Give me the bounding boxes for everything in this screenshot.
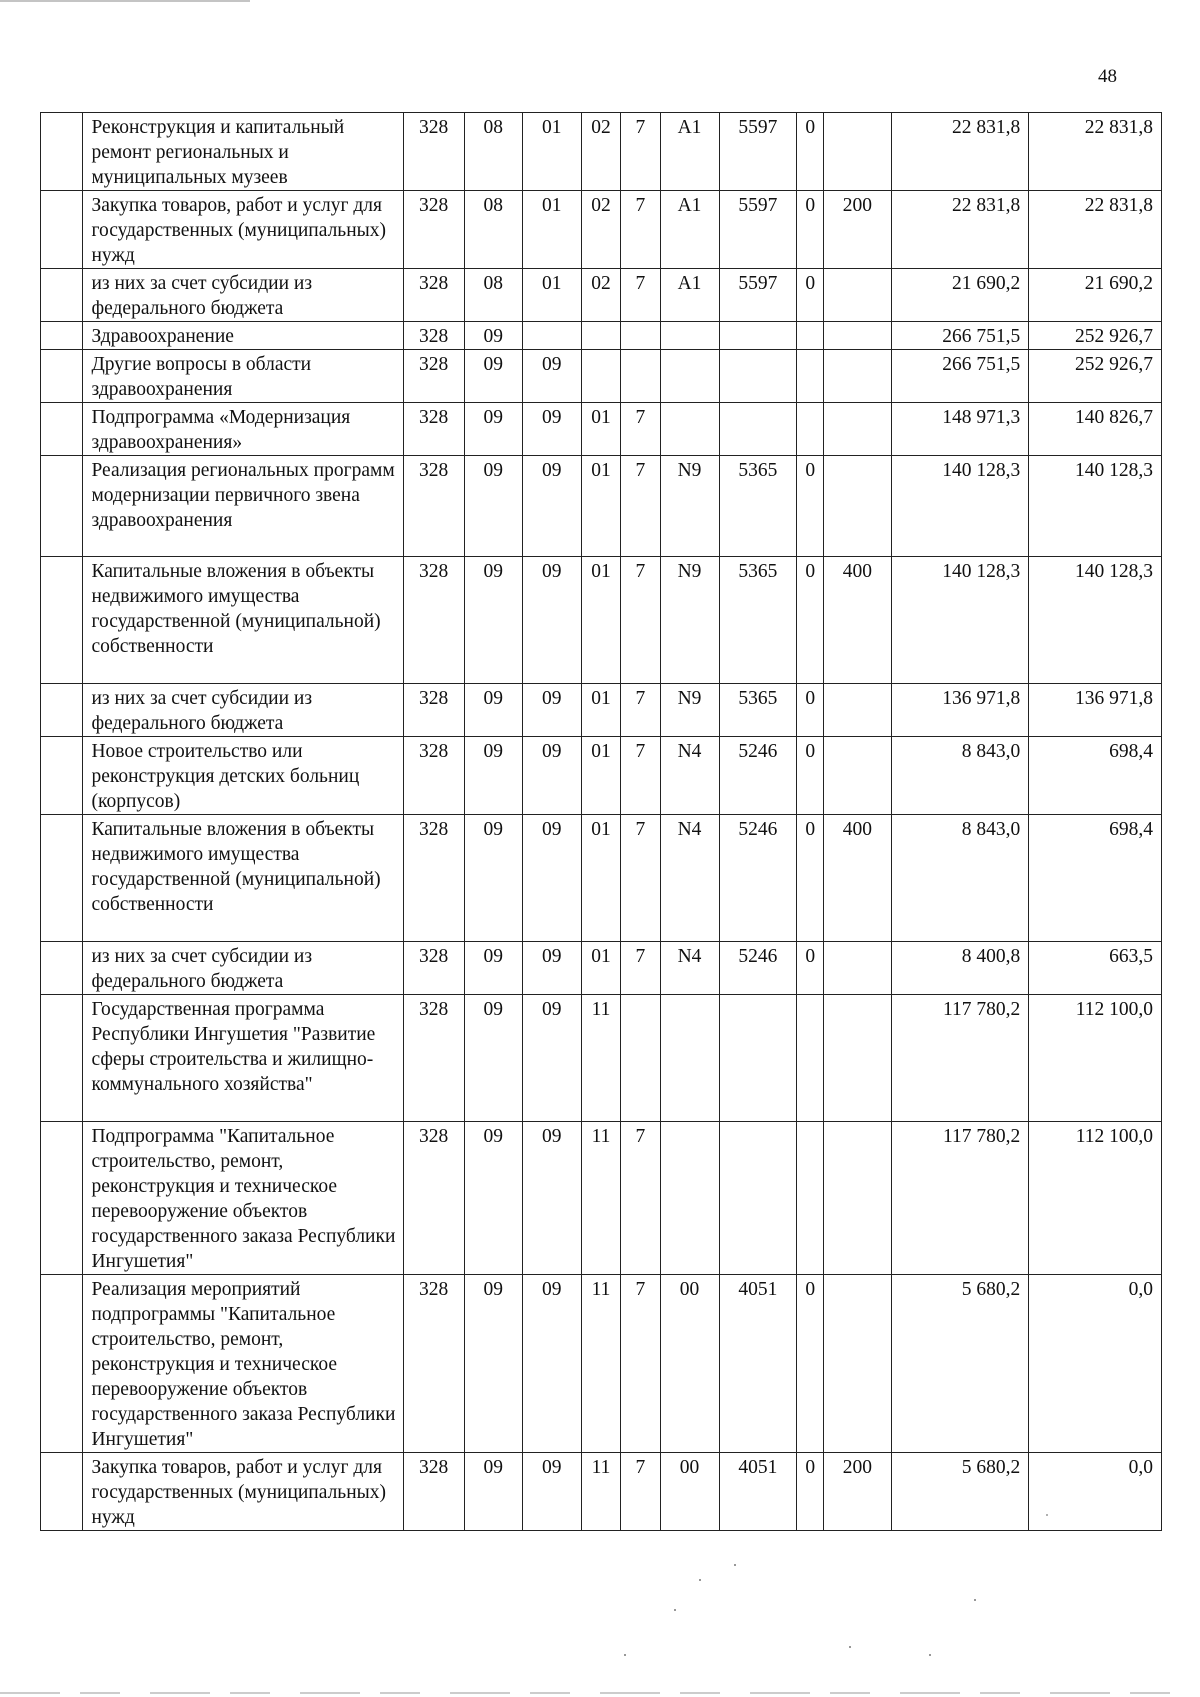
code-subsection: 01 xyxy=(522,269,581,322)
code-subsection: 09 xyxy=(522,456,581,557)
row-name: из них за счет субсидии из федерального бюджета xyxy=(83,684,403,737)
code-ministry: 328 xyxy=(403,1122,464,1275)
amount-1: 21 690,2 xyxy=(891,269,1029,322)
row-number-cell xyxy=(41,403,83,456)
code-subprogram: 7 xyxy=(621,942,660,995)
code-ministry: 328 xyxy=(403,684,464,737)
amount-2: 140 826,7 xyxy=(1029,403,1162,456)
code-subdirection xyxy=(797,350,824,403)
code-direction xyxy=(719,995,797,1122)
row-number-cell xyxy=(41,557,83,684)
code-ministry: 328 xyxy=(403,942,464,995)
code-subprogram: 7 xyxy=(621,456,660,557)
code-project xyxy=(660,403,719,456)
code-ministry: 328 xyxy=(403,1453,464,1531)
row-number-cell xyxy=(41,191,83,269)
code-section: 09 xyxy=(464,456,522,557)
code-subdirection xyxy=(797,995,824,1122)
code-subdirection: 0 xyxy=(797,557,824,684)
amount-1: 22 831,8 xyxy=(891,191,1029,269)
code-subprogram: 7 xyxy=(621,684,660,737)
amount-1: 5 680,2 xyxy=(891,1453,1029,1531)
code-ministry: 328 xyxy=(403,322,464,350)
code-direction xyxy=(719,350,797,403)
code-program: 01 xyxy=(581,456,620,557)
code-expense-type xyxy=(824,995,891,1122)
table-row xyxy=(41,322,1162,350)
code-section: 09 xyxy=(464,995,522,1122)
code-direction xyxy=(719,322,797,350)
code-subsection: 09 xyxy=(522,557,581,684)
amount-2: 140 128,3 xyxy=(1029,557,1162,684)
row-name: Реконструкция и капитальный ремонт региональных и муниципальных музеев xyxy=(83,113,403,191)
code-subprogram: 7 xyxy=(621,113,660,191)
table-row xyxy=(41,557,1162,684)
code-section: 09 xyxy=(464,1453,522,1531)
row-name: Государственная программа Республики Ингушетия "Развитие сферы строительства и жилищно-коммунального хозяйства" xyxy=(83,995,403,1122)
code-ministry: 328 xyxy=(403,350,464,403)
row-name: Капитальные вложения в объекты недвижимого имущества государственной (муниципальной) собственности xyxy=(83,557,403,684)
code-ministry: 328 xyxy=(403,113,464,191)
code-project: N9 xyxy=(660,456,719,557)
amount-1: 266 751,5 xyxy=(891,322,1029,350)
code-expense-type xyxy=(824,113,891,191)
table-row xyxy=(41,403,1162,456)
code-expense-type: 400 xyxy=(824,557,891,684)
code-section: 08 xyxy=(464,269,522,322)
amount-1: 266 751,5 xyxy=(891,350,1029,403)
amount-2: 0,0 xyxy=(1029,1453,1162,1531)
code-subsection: 09 xyxy=(522,350,581,403)
amount-1: 5 680,2 xyxy=(891,1275,1029,1453)
amount-2: 0,0 xyxy=(1029,1275,1162,1453)
amount-2: 663,5 xyxy=(1029,942,1162,995)
amount-2: 112 100,0 xyxy=(1029,1122,1162,1275)
code-subsection: 09 xyxy=(522,737,581,815)
code-subsection: 01 xyxy=(522,191,581,269)
code-ministry: 328 xyxy=(403,269,464,322)
code-subprogram: 7 xyxy=(621,815,660,942)
table-row xyxy=(41,737,1162,815)
code-ministry: 328 xyxy=(403,815,464,942)
code-subprogram xyxy=(621,350,660,403)
code-expense-type xyxy=(824,684,891,737)
row-name: из них за счет субсидии из федерального бюджета xyxy=(83,942,403,995)
amount-1: 22 831,8 xyxy=(891,113,1029,191)
code-subsection xyxy=(522,322,581,350)
code-subdirection: 0 xyxy=(797,191,824,269)
code-direction: 5246 xyxy=(719,942,797,995)
code-direction: 4051 xyxy=(719,1275,797,1453)
code-project: А1 xyxy=(660,113,719,191)
code-section: 09 xyxy=(464,557,522,684)
amount-2: 22 831,8 xyxy=(1029,113,1162,191)
row-number-cell xyxy=(41,942,83,995)
table-row xyxy=(41,191,1162,269)
amount-1: 140 128,3 xyxy=(891,557,1029,684)
code-direction: 4051 xyxy=(719,1453,797,1531)
row-number-cell xyxy=(41,322,83,350)
code-program: 11 xyxy=(581,1122,620,1275)
table-row xyxy=(41,113,1162,191)
row-number-cell xyxy=(41,456,83,557)
code-program: 02 xyxy=(581,269,620,322)
table-row xyxy=(41,815,1162,942)
code-project xyxy=(660,1122,719,1275)
code-program: 11 xyxy=(581,995,620,1122)
code-expense-type xyxy=(824,737,891,815)
code-program xyxy=(581,350,620,403)
code-project: N9 xyxy=(660,684,719,737)
code-section: 09 xyxy=(464,1275,522,1453)
code-project: 00 xyxy=(660,1453,719,1531)
code-expense-type xyxy=(824,269,891,322)
code-direction: 5597 xyxy=(719,269,797,322)
code-subdirection: 0 xyxy=(797,1275,824,1453)
code-section: 08 xyxy=(464,191,522,269)
code-program: 02 xyxy=(581,191,620,269)
code-subsection: 09 xyxy=(522,403,581,456)
code-project: N4 xyxy=(660,942,719,995)
code-subprogram xyxy=(621,995,660,1122)
code-subsection: 09 xyxy=(522,815,581,942)
amount-2: 698,4 xyxy=(1029,737,1162,815)
code-program: 01 xyxy=(581,403,620,456)
code-expense-type: 200 xyxy=(824,191,891,269)
code-ministry: 328 xyxy=(403,456,464,557)
table-row xyxy=(41,995,1162,1122)
code-subdirection xyxy=(797,322,824,350)
row-number-cell xyxy=(41,684,83,737)
row-number-cell xyxy=(41,995,83,1122)
row-name: Реализация мероприятий подпрограммы "Капитальное строительство, ремонт, реконструкция и техническое перевооружение объектов государственного заказа Республики Ингушетия" xyxy=(83,1275,403,1453)
row-number-cell xyxy=(41,113,83,191)
code-subprogram: 7 xyxy=(621,557,660,684)
table-row xyxy=(41,350,1162,403)
code-project: А1 xyxy=(660,191,719,269)
amount-2: 252 926,7 xyxy=(1029,350,1162,403)
code-section: 09 xyxy=(464,684,522,737)
table-row xyxy=(41,456,1162,557)
code-ministry: 328 xyxy=(403,557,464,684)
code-program: 02 xyxy=(581,113,620,191)
code-project xyxy=(660,350,719,403)
code-subdirection: 0 xyxy=(797,269,824,322)
code-section: 09 xyxy=(464,815,522,942)
code-direction: 5246 xyxy=(719,737,797,815)
code-project: А1 xyxy=(660,269,719,322)
code-direction: 5365 xyxy=(719,684,797,737)
code-project xyxy=(660,322,719,350)
code-subdirection xyxy=(797,1122,824,1275)
budget-table xyxy=(40,112,1162,1531)
code-section: 09 xyxy=(464,403,522,456)
code-subsection: 09 xyxy=(522,1122,581,1275)
row-name: Здравоохранение xyxy=(83,322,403,350)
code-subsection: 09 xyxy=(522,684,581,737)
amount-2: 136 971,8 xyxy=(1029,684,1162,737)
amount-1: 117 780,2 xyxy=(891,995,1029,1122)
row-number-cell xyxy=(41,737,83,815)
row-name: из них за счет субсидии из федерального бюджета xyxy=(83,269,403,322)
row-number-cell xyxy=(41,350,83,403)
row-name: Подпрограмма "Капитальное строительство, ремонт, реконструкция и техническое перевооружение объектов государственного заказа Республики Ингушетия" xyxy=(83,1122,403,1275)
code-expense-type xyxy=(824,942,891,995)
amount-1: 136 971,8 xyxy=(891,684,1029,737)
amount-1: 8 400,8 xyxy=(891,942,1029,995)
code-direction xyxy=(719,1122,797,1275)
code-subprogram xyxy=(621,322,660,350)
code-section: 09 xyxy=(464,942,522,995)
page-number: 48 xyxy=(1098,66,1117,87)
code-subdirection: 0 xyxy=(797,684,824,737)
code-direction: 5597 xyxy=(719,191,797,269)
code-program: 01 xyxy=(581,942,620,995)
code-ministry: 328 xyxy=(403,995,464,1122)
code-subdirection: 0 xyxy=(797,113,824,191)
amount-2: 698,4 xyxy=(1029,815,1162,942)
code-subprogram: 7 xyxy=(621,1453,660,1531)
table-row xyxy=(41,1275,1162,1453)
row-number-cell xyxy=(41,1122,83,1275)
table-row xyxy=(41,942,1162,995)
code-project: N4 xyxy=(660,815,719,942)
row-name: Реализация региональных программ модернизации первичного звена здравоохранения xyxy=(83,456,403,557)
amount-2: 252 926,7 xyxy=(1029,322,1162,350)
code-subsection: 09 xyxy=(522,1275,581,1453)
row-name: Капитальные вложения в объекты недвижимого имущества государственной (муниципальной) собственности xyxy=(83,815,403,942)
code-project: N4 xyxy=(660,737,719,815)
code-subprogram: 7 xyxy=(621,191,660,269)
amount-2: 21 690,2 xyxy=(1029,269,1162,322)
code-subprogram: 7 xyxy=(621,1275,660,1453)
code-section: 08 xyxy=(464,113,522,191)
code-subdirection xyxy=(797,403,824,456)
row-number-cell xyxy=(41,815,83,942)
code-subsection: 01 xyxy=(522,113,581,191)
amount-2: 140 128,3 xyxy=(1029,456,1162,557)
row-number-cell xyxy=(41,1453,83,1531)
code-expense-type xyxy=(824,403,891,456)
code-subdirection: 0 xyxy=(797,1453,824,1531)
code-direction: 5365 xyxy=(719,557,797,684)
code-subprogram: 7 xyxy=(621,403,660,456)
code-program: 11 xyxy=(581,1275,620,1453)
code-ministry: 328 xyxy=(403,1275,464,1453)
code-direction: 5365 xyxy=(719,456,797,557)
code-subsection: 09 xyxy=(522,1453,581,1531)
code-direction: 5246 xyxy=(719,815,797,942)
code-subprogram: 7 xyxy=(621,1122,660,1275)
code-program: 01 xyxy=(581,737,620,815)
amount-2: 22 831,8 xyxy=(1029,191,1162,269)
row-number-cell xyxy=(41,1275,83,1453)
code-expense-type: 400 xyxy=(824,815,891,942)
code-program: 01 xyxy=(581,815,620,942)
code-expense-type xyxy=(824,350,891,403)
row-name: Закупка товаров, работ и услуг для государственных (муниципальных) нужд xyxy=(83,191,403,269)
code-expense-type xyxy=(824,1122,891,1275)
code-direction xyxy=(719,403,797,456)
code-ministry: 328 xyxy=(403,403,464,456)
row-name: Подпрограмма «Модернизация здравоохранения» xyxy=(83,403,403,456)
code-section: 09 xyxy=(464,350,522,403)
code-program: 11 xyxy=(581,1453,620,1531)
amount-1: 8 843,0 xyxy=(891,737,1029,815)
table-row xyxy=(41,1122,1162,1275)
row-name: Закупка товаров, работ и услуг для государственных (муниципальных) нужд xyxy=(83,1453,403,1531)
table-row xyxy=(41,1453,1162,1531)
code-project: 00 xyxy=(660,1275,719,1453)
code-expense-type xyxy=(824,456,891,557)
code-expense-type: 200 xyxy=(824,1453,891,1531)
code-subprogram: 7 xyxy=(621,737,660,815)
code-subdirection: 0 xyxy=(797,815,824,942)
code-subdirection: 0 xyxy=(797,942,824,995)
code-subprogram: 7 xyxy=(621,269,660,322)
code-section: 09 xyxy=(464,1122,522,1275)
code-program: 01 xyxy=(581,557,620,684)
code-direction: 5597 xyxy=(719,113,797,191)
table-row xyxy=(41,269,1162,322)
code-section: 09 xyxy=(464,737,522,815)
code-project: N9 xyxy=(660,557,719,684)
amount-1: 8 843,0 xyxy=(891,815,1029,942)
code-program xyxy=(581,322,620,350)
code-subsection: 09 xyxy=(522,995,581,1122)
amount-1: 148 971,3 xyxy=(891,403,1029,456)
row-number-cell xyxy=(41,269,83,322)
code-ministry: 328 xyxy=(403,191,464,269)
table-body xyxy=(41,113,1162,1531)
amount-1: 117 780,2 xyxy=(891,1122,1029,1275)
code-program: 01 xyxy=(581,684,620,737)
code-expense-type xyxy=(824,1275,891,1453)
row-name: Новое строительство или реконструкция детских больниц (корпусов) xyxy=(83,737,403,815)
table-row xyxy=(41,684,1162,737)
code-project xyxy=(660,995,719,1122)
amount-2: 112 100,0 xyxy=(1029,995,1162,1122)
code-subdirection: 0 xyxy=(797,456,824,557)
code-expense-type xyxy=(824,322,891,350)
row-name: Другие вопросы в области здравоохранения xyxy=(83,350,403,403)
amount-1: 140 128,3 xyxy=(891,456,1029,557)
code-ministry: 328 xyxy=(403,737,464,815)
code-subsection: 09 xyxy=(522,942,581,995)
code-subdirection: 0 xyxy=(797,737,824,815)
code-section: 09 xyxy=(464,322,522,350)
